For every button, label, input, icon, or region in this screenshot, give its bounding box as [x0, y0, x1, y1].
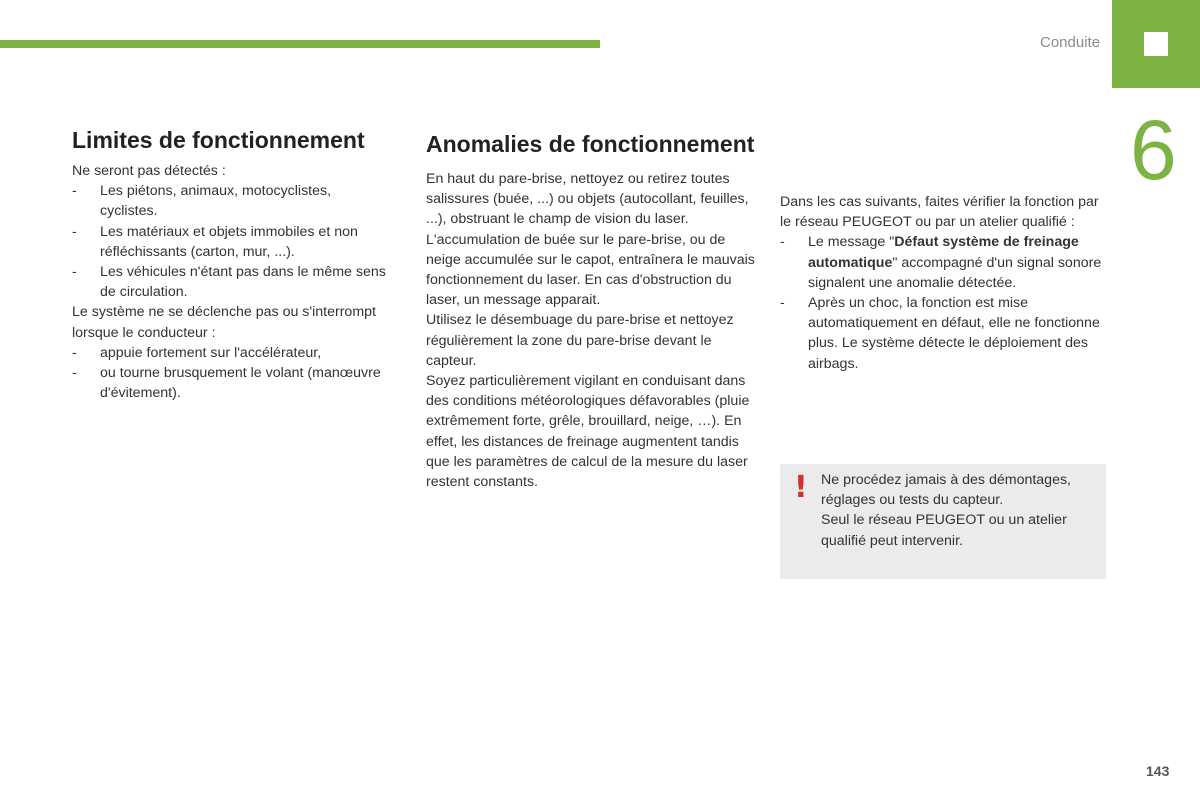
- list-item: - Les véhicules n'étant pas dans le même sens de circulation.: [72, 262, 392, 302]
- page-number: 143: [1146, 763, 1170, 779]
- item-prefix: Le message ": [808, 234, 895, 251]
- warning-box: [780, 464, 1106, 579]
- check-list: [780, 232, 1110, 373]
- warning-line: Ne procédez jamais à des démontages, réglages ou tests du capteur.: [821, 472, 1071, 509]
- section-limits: [72, 128, 392, 403]
- list-item: - ou tourne brusquement le volant (manœuvre d'évitement).: [72, 363, 392, 403]
- anomalies-paragraph: En haut du pare-brise, nettoyez ou retirez toutes salissures (buée, ...) ou objets (autocollant, feuilles, ...), obstruant le champ de vision du laser.: [426, 171, 749, 228]
- section-anomalies: [426, 132, 756, 492]
- chapter-tab: [1112, 0, 1200, 88]
- item-bold-message: Défaut système de freinage automatique: [808, 234, 1079, 271]
- warning-text: [821, 470, 1097, 551]
- anomalies-paragraph: Utilisez le désembuage du pare-brise et nettoyez régulièrement la zone du pare-brise devant le capteur.: [426, 312, 734, 369]
- list-item: - Les matériaux et objets immobiles et non réfléchissants (carton, mur, ...).: [72, 222, 392, 262]
- check-intro: Dans les cas suivants, faites vérifier la fonction par le réseau PEUGEOT ou par un atelier qualifié :: [780, 194, 1099, 231]
- warning-exclamation-icon: !: [794, 470, 808, 505]
- list-item: [780, 232, 1110, 293]
- list-item: - Après un choc, la fonction est mise automatiquement en défaut, elle ne fonctionne plus. Le système détecte le déploiement des airbags.: [780, 293, 1110, 374]
- anomalies-paragraph: L'accumulation de buée sur le pare-brise, ou de neige accumulée sur le capot, entraînera le mauvais fonctionnement du laser. En cas d'obstruction du laser, un message apparait.: [426, 231, 755, 309]
- section-check: [780, 192, 1110, 374]
- item-suffix: " accompagné d'un signal sonore signalent une anomalie détectée.: [808, 254, 1102, 291]
- chapter-label: Conduite: [1040, 34, 1101, 51]
- limits-paragraph2: Le système ne se déclenche pas ou s'interrompt lorsque le conducteur :: [72, 304, 376, 341]
- limits-intro: Ne seront pas détectés :: [72, 163, 226, 179]
- section-anomalies-title: Anomalies de fonctionnement: [426, 131, 755, 157]
- anomalies-paragraph: Soyez particulièrement vigilant en conduisant dans des conditions météorologiques défavorables (pluie extrêmement forte, grêle, brouillard, neige, …). En effet, les distances de freinage augmentent tandis que les paramètres de calcul de la mesure du laser restent constants.: [426, 373, 750, 491]
- list-item: - Les piétons, animaux, motocyclistes, cyclistes.: [72, 181, 392, 221]
- top-accent-bar: [0, 40, 600, 48]
- section-limits-title: Limites de fonctionnement: [72, 127, 365, 153]
- chapter-number: 6: [1130, 103, 1177, 197]
- list-item: - appuie fortement sur l'accélérateur,: [72, 343, 392, 363]
- warning-line: Seul le réseau PEUGEOT ou un atelier qualifié peut intervenir.: [821, 512, 1067, 549]
- chapter-tab-square-icon: [1144, 32, 1168, 56]
- limits-list: [72, 181, 392, 302]
- limits-list2: [72, 343, 392, 404]
